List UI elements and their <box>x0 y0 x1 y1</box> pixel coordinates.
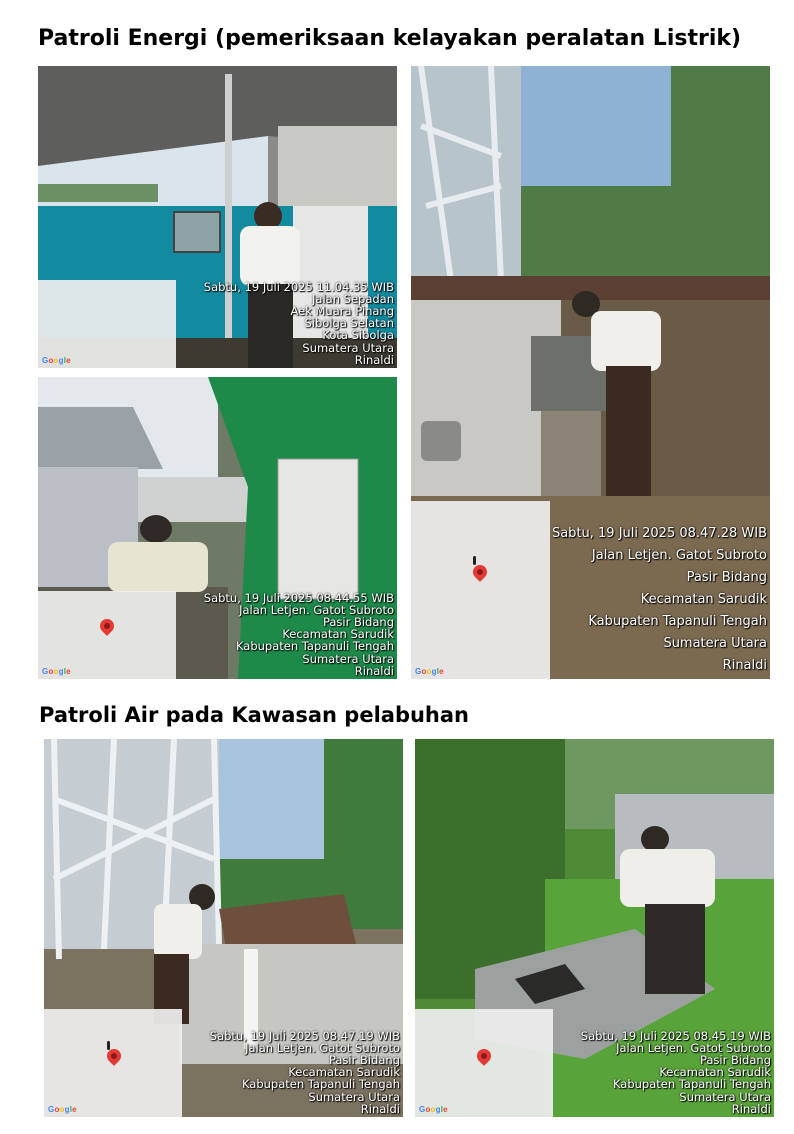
timestamp-location-stamp: Sabtu, 19 Juli 2025 08.44.55 WIB Jalan Letjen. Gatot Subroto Pasir Bidang Kecamatan Sarudik Kabupaten Tapanuli Tengah Sumatera Utara Rinaldi <box>203 590 394 678</box>
map-thumbnail <box>38 591 176 679</box>
google-logo: Google <box>419 1105 448 1114</box>
timestamp-location-stamp: Sabtu, 19 Juli 2025 08.47.19 WIB Jalan Letjen. Gatot Subroto Pasir Bidang Kecamatan Sarudik Kabupaten Tapanuli Tengah Sumatera Utara Rinaldi <box>209 1028 400 1116</box>
map-thumbnail <box>415 1009 553 1117</box>
map-thumbnail <box>38 280 176 368</box>
map-pin-tail <box>473 556 476 565</box>
photo-water-reservoir-grass <box>415 739 774 1117</box>
photo-electrical-panel-blue-wall <box>38 66 397 368</box>
map-pin-tail <box>107 1041 110 1050</box>
timestamp-location-stamp: Sabtu, 19 Juli 2025 08.45.19 WIB Jalan Letjen. Gatot Subroto Pasir Bidang Kecamatan Sarudik Kabupaten Tapanuli Tengah Sumatera Utara Rinaldi <box>580 1028 771 1116</box>
photo-water-tank-under-tower <box>44 739 403 1117</box>
google-logo: Google <box>48 1105 77 1114</box>
google-logo: Google <box>415 667 444 676</box>
google-logo: Google <box>42 667 71 676</box>
energy-patrol-title: Patroli Energi (pemeriksaan kelayakan peralatan Listrik) <box>38 26 742 51</box>
photo-pump-panel-under-tower <box>411 66 770 679</box>
map-pin-icon <box>470 562 490 582</box>
map-thumbnail <box>411 501 550 679</box>
photo-electrical-cabinet-green-wall <box>38 377 397 679</box>
map-pin-icon <box>474 1046 494 1066</box>
google-logo: Google <box>42 356 71 365</box>
timestamp-location-stamp: Sabtu, 19 Juli 2025 08.47.28 WIB Jalan Letjen. Gatot Subroto Pasir Bidang Kecamatan Sarudik Kabupaten Tapanuli Tengah Sumatera Utara Rinaldi <box>551 526 767 673</box>
timestamp-location-stamp: Sabtu, 19 Juli 2025 11.04.35 WIB Jalan Sepadan Aek Muara Pinang Sibolga Selatan Kota Sibolga Sumatera Utara Rinaldi <box>203 279 394 367</box>
map-thumbnail <box>44 1009 182 1117</box>
water-patrol-title: Patroli Air pada Kawasan pelabuhan <box>39 703 470 727</box>
map-pin-icon <box>97 616 117 636</box>
